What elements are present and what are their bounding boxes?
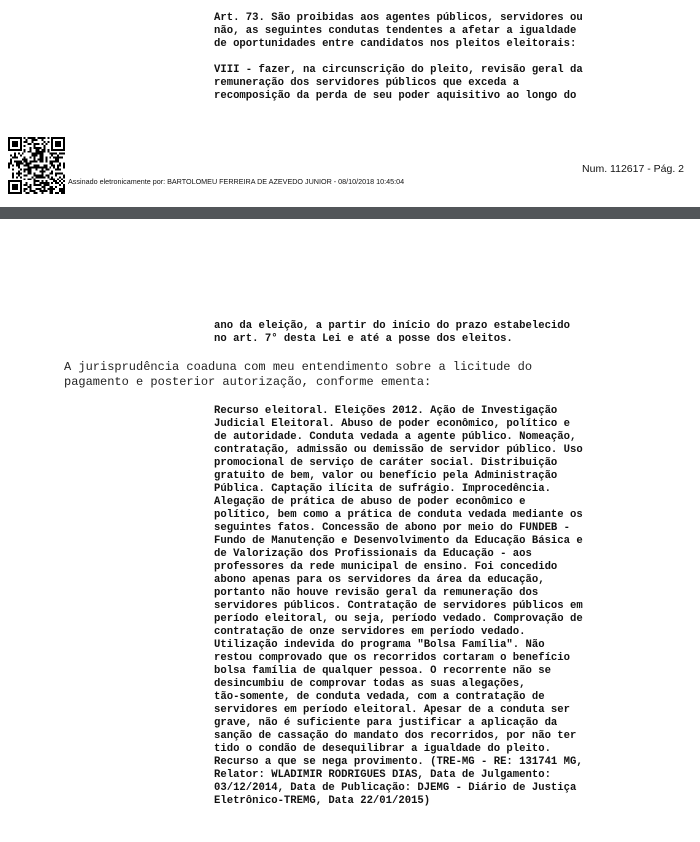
ementa-quote	[214, 405, 583, 808]
legal-quote-art-73	[214, 12, 583, 103]
signature-signed-by: Assinado eletronicamente por: BARTOLOMEU FERREIRA DE AZEVEDO JUNIOR - 08/10/2018 10:45:04	[68, 177, 405, 186]
quote-line: ano da eleição, a partir do início do prazo estabelecido	[214, 320, 571, 332]
ementa-line: portanto não houve revisão geral da remuneração dos	[214, 587, 539, 599]
ementa-line: político, bem como a prática de conduta vedada mediante os	[214, 509, 583, 521]
ementa-line: Eletrônico-TREMG, Data 22/01/2015)	[214, 795, 431, 807]
ementa-line: servidores em período eleitoral. Apesar de a conduta ser	[214, 704, 571, 716]
ementa-line: desincumbiu de comprovar todas as suas alegações,	[214, 678, 526, 690]
ementa-line: servidores públicos. Contratação de servidores públicos em	[214, 600, 583, 612]
paragraph-line: pagamento e posterior autorização, conforme ementa:	[64, 375, 432, 389]
page-separator	[0, 207, 700, 219]
ementa-line: gratuito de bem, valor ou benefício pela Administração	[214, 470, 558, 482]
ementa-line: professores da rede municipal de ensino. Foi concedido	[214, 561, 558, 573]
document-page-3	[0, 219, 700, 842]
ementa-line: Relator: WLADIMIR RODRIGUES DIAS, Data de Julgamento:	[214, 769, 551, 781]
ementa-line: de Valorização dos Profissionais da Educação - aos	[214, 548, 532, 560]
ementa-line: Recurso eleitoral. Eleições 2012. Ação de Investigação	[214, 405, 558, 417]
quote-line: no art. 7° desta Lei e até a posse dos eleitos.	[214, 333, 513, 345]
quote-line: recomposição da perda de seu poder aquisitivo ao longo do	[214, 90, 577, 102]
ementa-line: promocional de serviço de caráter social. Distribuição	[214, 457, 558, 469]
quote-line: não, as seguintes condutas tendentes a afetar a igualdade	[214, 25, 577, 37]
ementa-line: período eleitoral, ou seja, período vedado. Comprovação de	[214, 613, 583, 625]
ementa-line: tão-somente, de conduta vedada, com a contratação de	[214, 691, 545, 703]
ementa-line: de autoridade. Conduta vedada a agente público. Nomeação,	[214, 431, 577, 443]
ementa-line: grave, não é suficiente para justificar a aplicação da	[214, 717, 558, 729]
qr-code-icon	[8, 137, 65, 194]
ementa-line: sanção de cassação do mandato dos recorridos, por não ter	[214, 730, 577, 742]
ementa-line: Fundo de Manutenção e Desenvolvimento da Educação Básica e	[214, 535, 583, 547]
ementa-line: contratação de onze servidores em período vedado.	[214, 626, 526, 638]
ementa-line: Recurso a que se nega provimento. (TRE-MG - RE: 131741 MG,	[214, 756, 583, 768]
ementa-line: restou comprovado que os recorridos cortaram o benefício	[214, 652, 571, 664]
document-page-2	[0, 0, 700, 207]
quote-line	[214, 51, 583, 64]
ementa-line: Utilização indevida do programa "Bolsa Família". Não	[214, 639, 545, 651]
quote-line: remuneração dos servidores públicos que exceda a	[214, 77, 520, 89]
quote-line: de oportunidades entre candidatos nos pleitos eleitorais:	[214, 38, 577, 50]
body-paragraph	[64, 360, 532, 390]
ementa-line: Judicial Eleitoral. Abuso de poder econômico, político e	[214, 418, 571, 430]
page-number: Num. 112617 - Pág. 2	[582, 163, 684, 175]
ementa-line: tido o condão de desequilibrar a igualdade do pleito.	[214, 743, 551, 755]
ementa-line: abono apenas para os servidores da área da educação,	[214, 574, 545, 586]
ementa-line: Pública. Captação ilícita de sufrágio. Improcedência.	[214, 483, 551, 495]
ementa-line: Alegação de prática de abuso de poder econômico e	[214, 496, 526, 508]
ementa-line: 03/12/2014, Data de Publicação: DJEMG - Diário de Justiça	[214, 782, 577, 794]
quote-line: Art. 73. São proibidas aos agentes públicos, servidores ou	[214, 12, 583, 24]
paragraph-line: A jurisprudência coaduna com meu entendimento sobre a licitude do	[64, 360, 533, 374]
quote-line: VIII - fazer, na circunscrição do pleito, revisão geral da	[214, 64, 583, 76]
ementa-line: contratação, admissão ou demissão de servidor público. Uso	[214, 444, 583, 456]
ementa-line: seguintes fatos. Concessão de abono por meio do FUNDEB -	[214, 522, 571, 534]
ementa-line: bolsa família de qualquer pessoa. O recorrente não se	[214, 665, 551, 677]
legal-quote-continuation	[214, 320, 570, 346]
